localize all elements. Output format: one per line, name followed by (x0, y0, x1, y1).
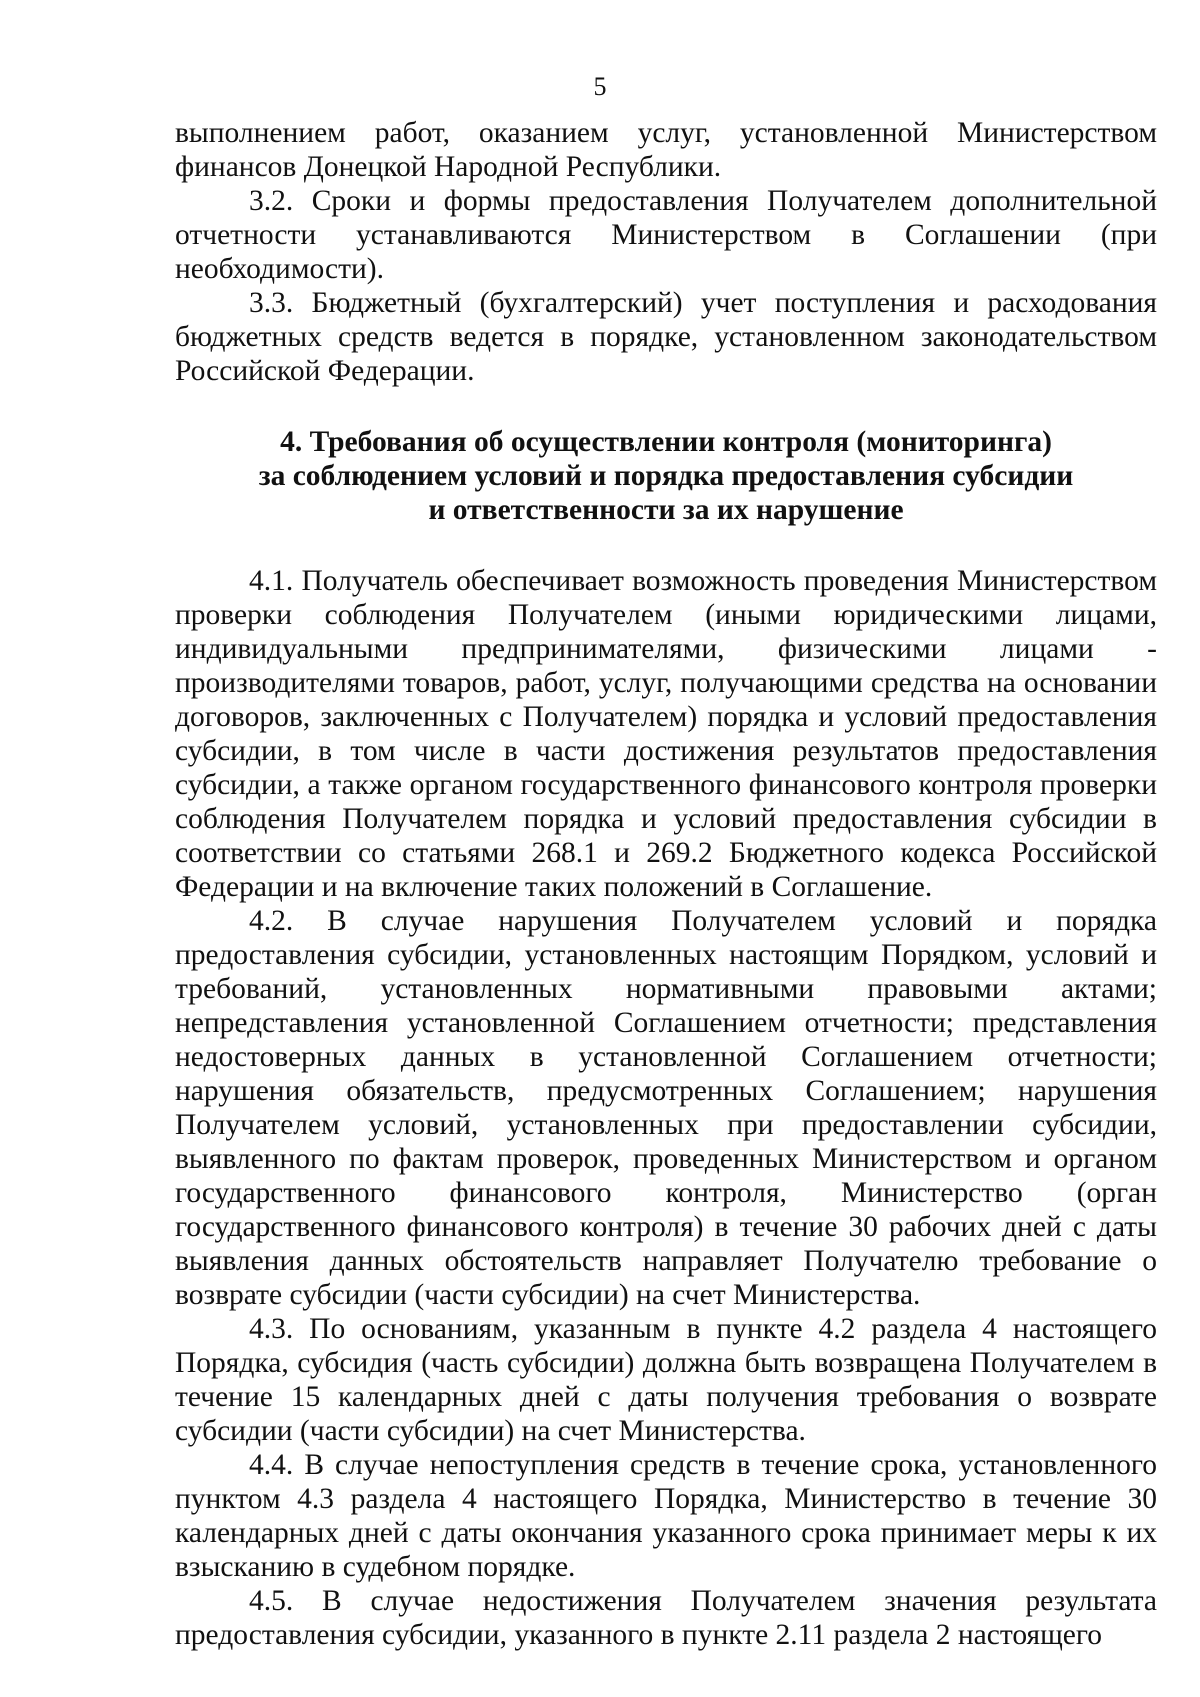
section-heading-line-1: 4. Требования об осуществлении контроля (мониторинга) (280, 426, 1052, 458)
paragraph-3-3: 3.3. Бюджетный (бухгалтерский) учет поступления и расходования бюджетных средств ведется в порядке, установленном законодательством Российской Федерации. (175, 287, 1157, 387)
paragraph-4-5: 4.5. В случае недостижения Получателем значения результата предоставления субсидии, указанного в пункте 2.11 раздела 2 настоящего (175, 1585, 1157, 1651)
page-number: 5 (593, 72, 607, 101)
section-4-heading (175, 425, 1157, 527)
section-heading-line-3: и ответственности за их нарушение (428, 494, 904, 526)
paragraph-3-1-continuation: выполнением работ, оказанием услуг, установленной Министерством финансов Донецкой Народной Республики. (175, 117, 1157, 183)
paragraph-4-3: 4.3. По основаниям, указанным в пункте 4.2 раздела 4 настоящего Порядка, субсидия (часть субсидии) должна быть возвращена Получателем в течение 15 календарных дней с даты получения требования о возврате субсидии (части субсидии) на счет Министерства. (175, 1313, 1157, 1447)
paragraph-3-2: 3.2. Сроки и формы предоставления Получателем дополнительной отчетности устанавливаются Министерством в Соглашении (при необходимости). (175, 185, 1157, 285)
paragraph-4-2: 4.2. В случае нарушения Получателем условий и порядка предоставления субсидии, установленных настоящим Порядком, условий и требований, установленных нормативными правовыми актами; непредставления установленной Соглашением отчетности; представления недостоверных данных в установленной Соглашением отчетности; нарушения обязательств, предусмотренных Соглашением; нарушения Получателем условий, установленных при предоставлении субсидии, выявленного по фактам проверок, проведенных Министерством и органом государственного финансового контроля, Министерство (орган государственного финансового контроля) в течение 30 рабочих дней с даты выявления данных обстоятельств направляет Получателю требование о возврате субсидии (части субсидии) на счет Министерства. (175, 905, 1157, 1311)
document-body (175, 116, 1157, 1652)
paragraph-4-4: 4.4. В случае непоступления средств в течение срока, установленного пунктом 4.3 раздела 4 настоящего Порядка, Министерство в течение 30 календарных дней с даты окончания указанного срока принимает меры к их взысканию в судебном порядке. (175, 1449, 1157, 1583)
paragraph-4-1: 4.1. Получатель обеспечивает возможность проведения Министерством проверки соблюдения Получателем (иными юридическими лицами, индивидуальными предпринимателями, физическими лицами - производителями товаров, работ, услуг, получающими средства на основании договоров, заключенных с Получателем) порядка и условий предоставления субсидии, в том числе в части достижения результатов предоставления субсидии, а также органом государственного финансового контроля проверки соблюдения Получателем порядка и условий предоставления субсидии в соответствии со статьями 268.1 и 269.2 Бюджетного кодекса Российской Федерации и на включение таких положений в Соглашение. (175, 565, 1157, 903)
section-heading-line-2: за соблюдением условий и порядка предоставления субсидии (258, 460, 1074, 492)
